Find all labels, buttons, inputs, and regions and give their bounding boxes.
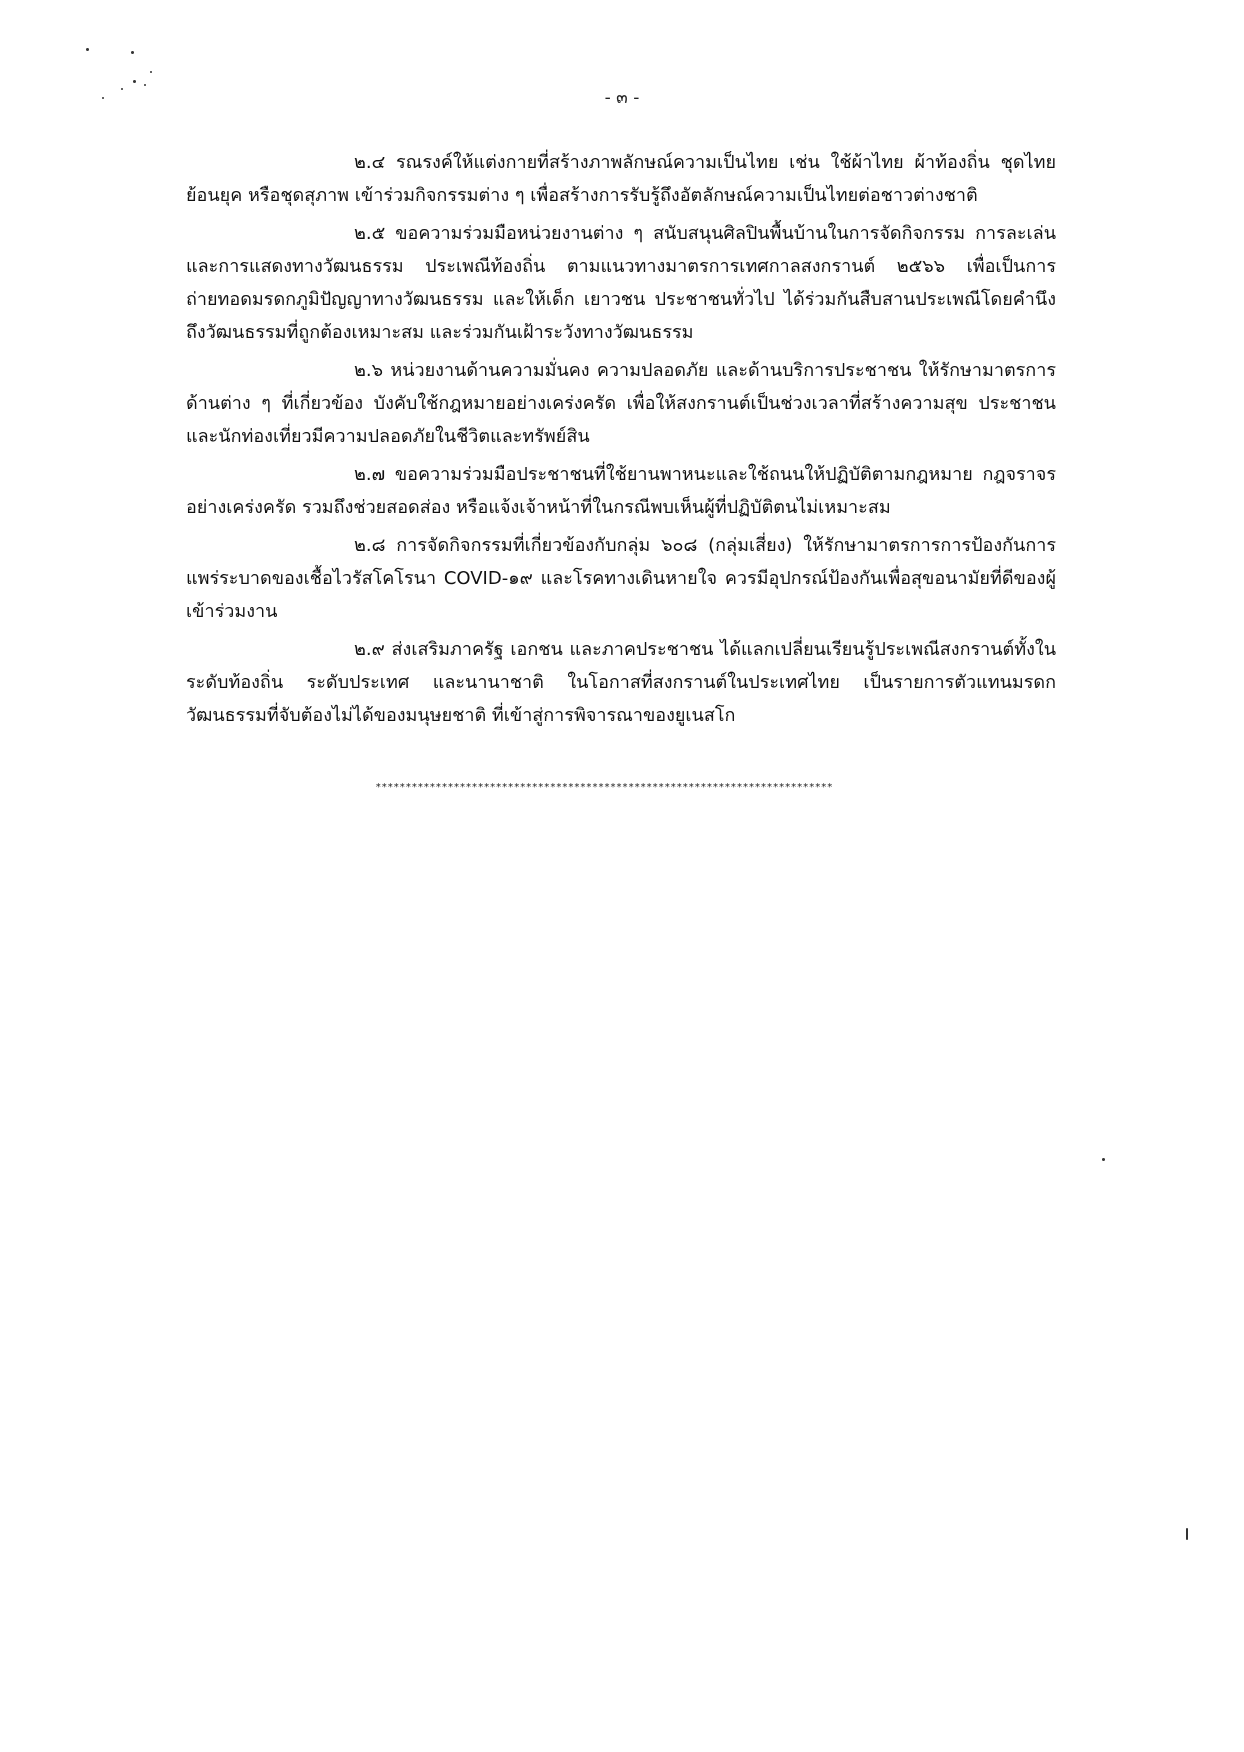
paragraph-2-4: ๒.๔ รณรงค์ให้แต่งกายที่สร้างภาพลักษณ์ความเป็นไทย เช่น ใช้ผ้าไทย ผ้าท้องถิ่น ชุดไทยย้อนยุค หรือชุดสุภาพ เข้าร่วมกิจกรรมต่าง ๆ เพื่อสร้างการรับรู้ถึงอัตลักษณ์ความเป็นไทยต่อชาวต่างชาติ (186, 152, 1056, 206)
scan-speck (133, 80, 136, 83)
scan-speck (86, 48, 89, 51)
scan-speck (131, 51, 134, 54)
paragraph-2-6: ๒.๖ หน่วยงานด้านความมั่นคง ความปลอดภัย และด้านบริการประชาชน ให้รักษามาตรการด้านต่าง ๆ ที่เกี่ยวข้อง บังคับใช้กฎหมายอย่างเคร่งครัด เพื่อให้สงกรานต์เป็นช่วงเวลาที่สร้างความสุข ประชาชนและนักท่องเที่ยวมีความปลอดภัยในชีวิตและทรัพย์สิน (186, 360, 1056, 447)
paragraph-2-9: ๒.๙ ส่งเสริมภาครัฐ เอกชน และภาคประชาชน ได้แลกเปลี่ยนเรียนรู้ประเพณีสงกรานต์ทั้งในระดับท้องถิ่น ระดับประเทศ และนานาชาติ ในโอกาสที่สงกรานต์ในประเทศไทย เป็นรายการตัวแทนมรดกวัฒนธรรมที่จับต้องไม่ได้ของมนุษยชาติ ที่เข้าสู่การพิจารณาของยูเนสโก (186, 639, 1056, 726)
paragraph-2-8: ๒.๘ การจัดกิจกรรมที่เกี่ยวข้องกับกลุ่ม ๖๐๘ (กลุ่มเสี่ยง) ให้รักษามาตรการการป้องกันการแพร่ระบาดของเชื้อไวรัสโคโรนา COVID-๑๙ และโรคทางเดินหายใจ ควรมีอุปกรณ์ป้องกันเพื่อสุขอนามัยที่ดีของผู้เข้าร่วมงาน (186, 535, 1056, 622)
paragraph-2-7: ๒.๗ ขอความร่วมมือประชาชนที่ใช้ยานพาหนะและใช้ถนนให้ปฏิบัติตามกฎหมาย กฎจราจรอย่างเคร่งครัด รวมถึงช่วยสอดส่อง หรือแจ้งเจ้าหน้าที่ในกรณีพบเห็นผู้ที่ปฏิบัติตนไม่เหมาะสม (186, 464, 1056, 518)
end-separator: **************************************************************************** (375, 782, 833, 793)
scan-speck (150, 71, 152, 73)
scan-speck (1186, 1528, 1188, 1540)
paragraph-2-5: ๒.๕ ขอความร่วมมือหน่วยงานต่าง ๆ สนับสนุนศิลปินพื้นบ้านในการจัดกิจกรรม การละเล่นและการแสดงทางวัฒนธรรม ประเพณีท้องถิ่น ตามแนวทางมาตรการเทศกาลสงกรานต์ ๒๕๖๖ เพื่อเป็นการถ่ายทอดมรดกภูมิปัญญาทางวัฒนธรรม และให้เด็ก เยาวชน ประชาชนทั่วไป ได้ร่วมกันสืบสานประเพณีโดยคำนึงถึงวัฒนธรรมที่ถูกต้องเหมาะสม และร่วมกันเฝ้าระวังทางวัฒนธรรม (186, 223, 1056, 343)
document-body (186, 146, 1056, 737)
page-number: - ๓ - (604, 88, 640, 108)
scan-speck (1102, 1158, 1105, 1161)
